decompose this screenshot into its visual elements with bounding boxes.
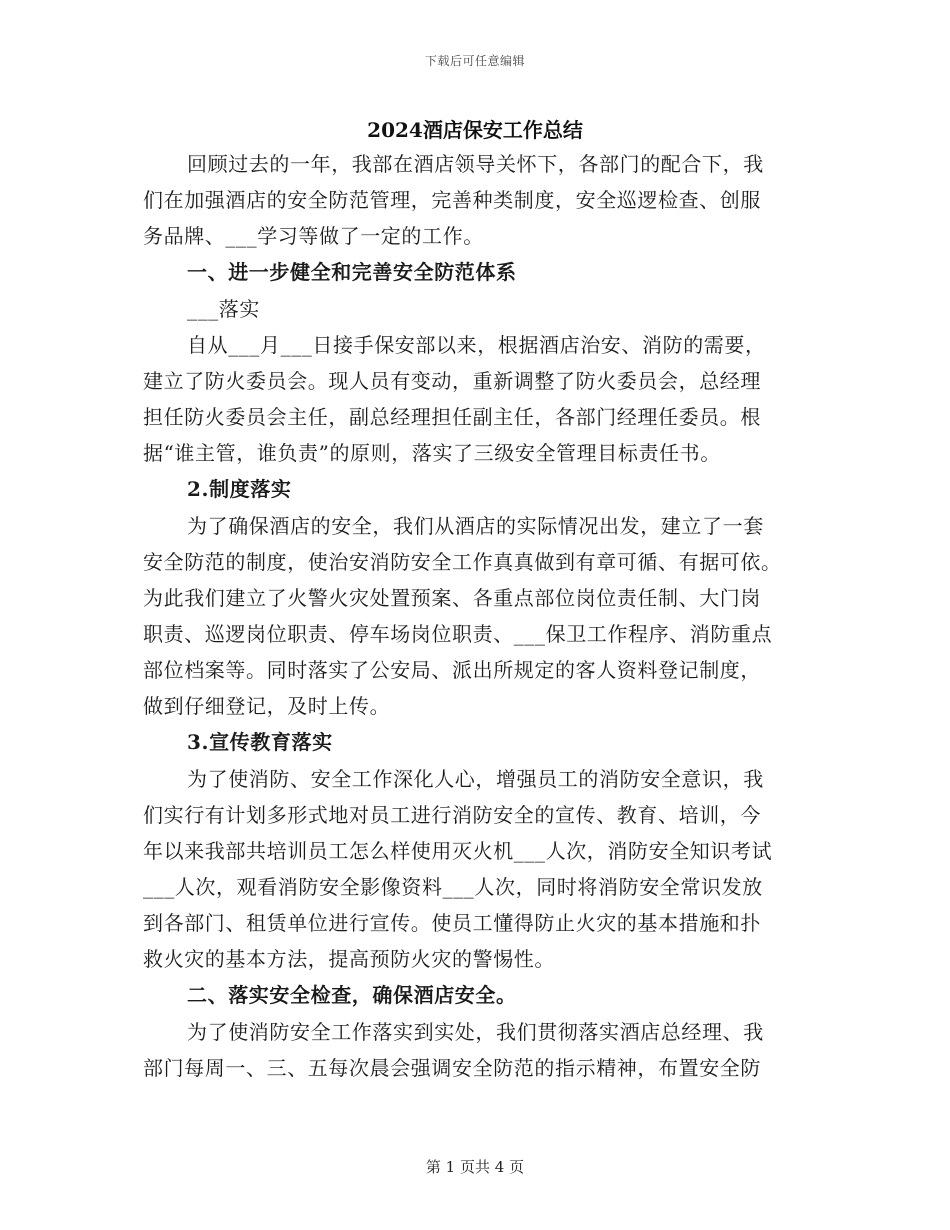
text-line: 为了使消防安全工作落实到实处，我们贯彻落实酒店总经理、我 bbox=[187, 1020, 764, 1044]
page-header: 下载后可任意编辑 bbox=[424, 54, 525, 68]
page-footer: 第 1 页共 4 页 bbox=[425, 1158, 525, 1176]
document-title: 2024酒店保安工作总结 bbox=[367, 118, 583, 142]
text-line: ___落实 bbox=[187, 297, 260, 321]
text-line: 为此我们建立了火警火灾处置预案、各重点部位岗位责任制、大门岗 bbox=[143, 586, 761, 610]
paragraph bbox=[143, 327, 823, 471]
text-line: 做到仔细登记，及时上传。 bbox=[143, 694, 391, 718]
text-line: 为了使消防、安全工作深化人心，增强员工的消防安全意识，我 bbox=[187, 767, 764, 791]
paragraph bbox=[143, 291, 823, 327]
paragraph bbox=[143, 508, 823, 724]
text-line: 建立了防火委员会。现人员有变动，重新调整了防火委员会，总经理 bbox=[143, 369, 761, 393]
text-line: 务品牌、___学习等做了一定的工作。 bbox=[143, 224, 484, 248]
text-line: 年以来我部共培训员工怎么样使用灭火机___人次，消防安全知识考试 bbox=[143, 839, 773, 863]
text-line: 救火灾的基本方法，提高预防火灾的警惕性。 bbox=[143, 947, 555, 971]
heading-text: 2.制度落实 bbox=[187, 477, 292, 501]
heading-text: 3.宣传教育落实 bbox=[187, 730, 333, 754]
text-line: 部门每周一、三、五每次晨会强调安全防范的指示精神，布置安全防 bbox=[143, 1056, 761, 1080]
heading-text: 一、进一步健全和完善安全防范体系 bbox=[187, 260, 517, 284]
section-heading bbox=[143, 471, 823, 508]
text-line: 到各部门、租赁单位进行宣传。使员工懂得防止火灾的基本措施和扑 bbox=[143, 911, 761, 935]
text-line: 安全防范的制度，使治安消防安全工作真真做到有章可循、有据可依。 bbox=[143, 550, 782, 574]
text-line: 据“谁主管，谁负责”的原则，落实了三级安全管理目标责任书。 bbox=[143, 441, 721, 465]
paragraph bbox=[143, 761, 823, 977]
text-line: 职责、巡逻岗位职责、停车场岗位职责、___保卫工作程序、消防重点 bbox=[143, 622, 773, 646]
text-line: ___人次，观看消防安全影像资料___人次，同时将消防安全常识发放 bbox=[143, 875, 763, 899]
section-heading bbox=[143, 254, 823, 291]
text-line: 们在加强酒店的安全防范管理，完善种类制度，安全巡逻检查、创服 bbox=[143, 188, 761, 212]
section-heading bbox=[143, 724, 823, 761]
paragraph bbox=[143, 1014, 823, 1086]
paragraph bbox=[143, 146, 823, 254]
text-line: 回顾过去的一年，我部在酒店领导关怀下，各部门的配合下，我 bbox=[187, 152, 764, 176]
section-heading bbox=[143, 977, 823, 1014]
text-line: 为了确保酒店的安全，我们从酒店的实际情况出发，建立了一套 bbox=[187, 514, 764, 538]
text-line: 部位档案等。同时落实了公安局、派出所规定的客人资料登记制度， bbox=[143, 658, 761, 682]
document-body bbox=[143, 146, 823, 1086]
text-line: 担任防火委员会主任，副总经理担任副主任，各部门经理任委员。根 bbox=[143, 405, 761, 429]
text-line: 自从___月___日接手保安部以来，根据酒店治安、消防的需要， bbox=[187, 333, 766, 357]
text-line: 们实行有计划多形式地对员工进行消防安全的宣传、教育、培训，今 bbox=[143, 803, 761, 827]
heading-text: 二、落实安全检查，确保酒店安全。 bbox=[187, 983, 517, 1007]
